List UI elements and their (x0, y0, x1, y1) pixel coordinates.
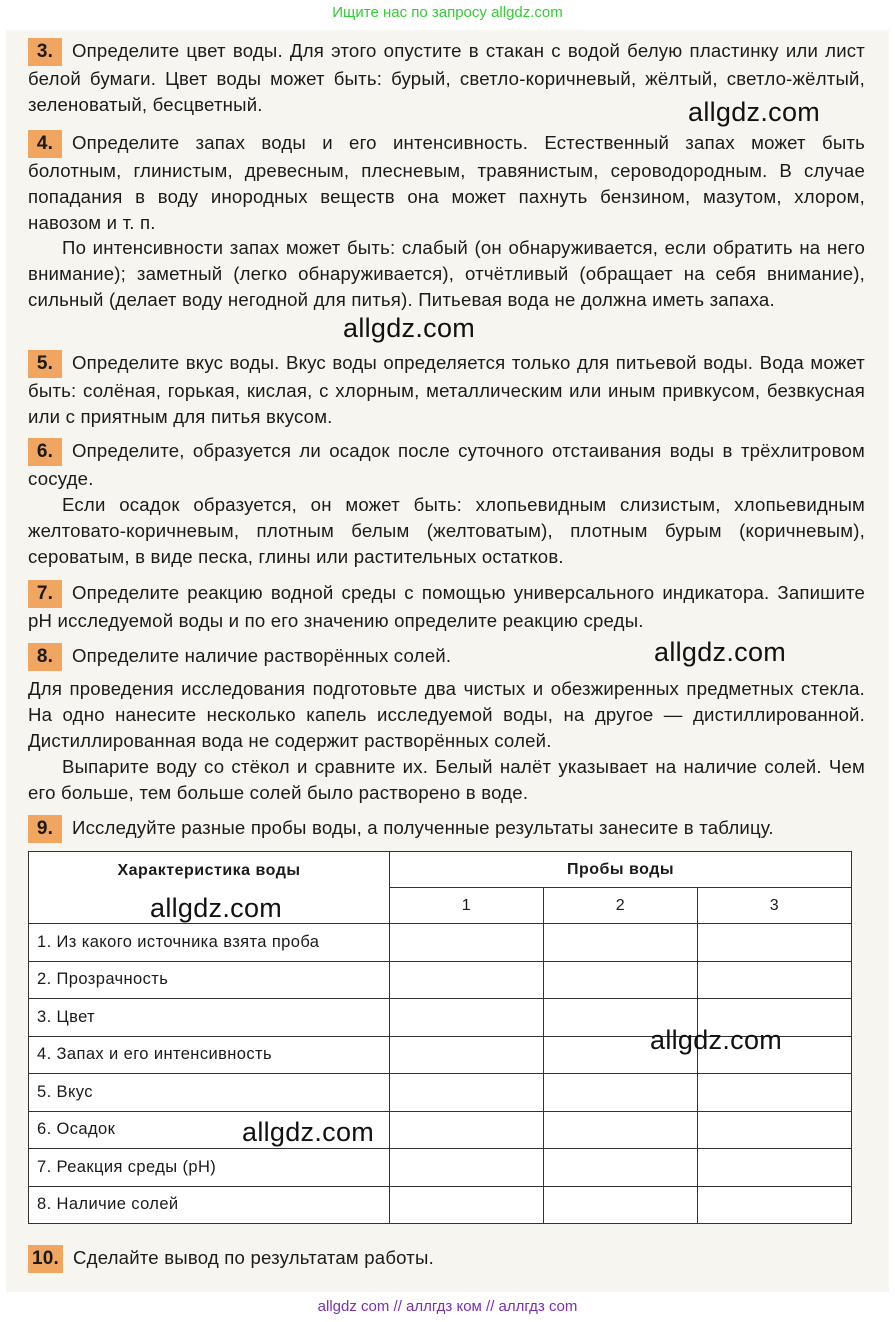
task-number-badge: 8. (28, 643, 62, 671)
characteristic-cell: 5. Вкус (29, 1074, 390, 1112)
empty-cell[interactable] (390, 961, 544, 999)
empty-cell[interactable] (543, 924, 697, 962)
empty-cell[interactable] (543, 961, 697, 999)
header-characteristic: Характеристика воды (29, 852, 390, 924)
task-number-badge: 4. (28, 130, 62, 158)
task-text: Исследуйте разные пробы воды, а полученные результаты занесите в таблицу. (72, 817, 774, 838)
task-number-badge: 9. (28, 815, 62, 843)
empty-cell[interactable] (697, 1149, 851, 1187)
empty-cell[interactable] (543, 1111, 697, 1149)
empty-cell[interactable] (543, 1074, 697, 1112)
characteristic-cell: 1. Из какого источника взята проба (29, 924, 390, 962)
task-number-badge: 7. (28, 580, 62, 608)
table-row (29, 1074, 852, 1112)
empty-cell[interactable] (697, 1186, 851, 1224)
top-watermark-banner[interactable]: Ищите нас по запросу allgdz.com (332, 4, 563, 21)
watermark: allgdz.com (654, 637, 787, 667)
table-row (29, 961, 852, 999)
characteristic-cell: 7. Реакция среды (pH) (29, 1149, 390, 1187)
task-6-paragraph: Если осадок образуется, он может быть: хлопьевидным слизистым, хлопьевидным желтовато-коричневым, плотным белым (желтоватым), плотным бурым (коричневым), сероватым, в виде песка, глины или растительных остатков. (28, 494, 865, 567)
task-text: Определите цвет воды. Для этого опустите в стакан с водой белую пластинку или лист белой бумаги. Цвет воды может быть: бурый, светло-коричневый, жёлтый, светло-жёлтый, зеленоватый, бесцветный. (28, 40, 865, 115)
empty-cell[interactable] (390, 1036, 544, 1074)
task-9 (28, 815, 865, 843)
task-number-badge: 3. (28, 38, 62, 66)
bottom-watermark-banner[interactable]: allgdz com // аллгдз ком // аллгдз com (317, 1298, 578, 1315)
task-number-badge: 6. (28, 438, 62, 466)
table-row (29, 924, 852, 962)
empty-cell[interactable] (390, 1186, 544, 1224)
empty-cell[interactable] (697, 1074, 851, 1112)
empty-cell[interactable] (543, 1149, 697, 1187)
task-10 (28, 1245, 865, 1273)
characteristic-cell: 2. Прозрачность (29, 961, 390, 999)
task-text: Сделайте вывод по результатам работы. (73, 1247, 434, 1268)
task-text: Определите запах воды и его интенсивность. Естественный запах может быть болотным, глинистым, древесным, плесневым, травянистым, сероводородным. В случае попадания в воду инородных веществ она может пахнуть бензином, мазутом, хлором, навозом и т. п. (28, 132, 865, 233)
characteristic-cell: 6. Осадок (29, 1111, 390, 1149)
task-text: Определите реакцию водной среды с помощью универсального индикатора. Запишите pH исследуемой воды и по его значению определите реакцию среды. (28, 582, 865, 631)
task-7 (28, 580, 865, 634)
table-row (29, 1149, 852, 1187)
probe-number: 1 (390, 888, 544, 924)
empty-cell[interactable] (697, 924, 851, 962)
watermark: allgdz.com (650, 1025, 783, 1055)
task-4 (28, 130, 865, 236)
task-4-paragraph: По интенсивности запах может быть: слабый (он обнаруживается, если обратить на него внимание); заметный (легко обнаруживается), отчётливый (обращает на себя внимание), сильный (делает воду негодной для питья). Питьевая вода не должна иметь запаха. (28, 237, 865, 310)
characteristic-cell: 4. Запах и его интенсивность (29, 1036, 390, 1074)
table-row (29, 1186, 852, 1224)
task-8-paragraph: Для проведения исследования подготовьте два чистых и обезжиренных предметных стекла. На одно нанесите несколько капель исследуемой воды, на другое — дистиллированной. Дистиллированная вода не содержит растворённых солей. (28, 678, 865, 751)
characteristic-cell: 8. Наличие солей (29, 1186, 390, 1224)
header-probes: Пробы воды (390, 852, 852, 888)
task-text: Определите наличие растворённых солей. (72, 645, 452, 666)
task-6 (28, 438, 865, 492)
empty-cell[interactable] (390, 999, 544, 1037)
empty-cell[interactable] (390, 1111, 544, 1149)
watermark: allgdz.com (150, 893, 283, 923)
task-text: Определите, образуется ли осадок после суточного отстаивания воды в трёхлитровом сосуде. (28, 440, 865, 489)
empty-cell[interactable] (543, 1186, 697, 1224)
watermark: allgdz.com (343, 313, 476, 343)
empty-cell[interactable] (390, 1074, 544, 1112)
empty-cell[interactable] (390, 1149, 544, 1187)
task-text: Определите вкус воды. Вкус воды определяется только для питьевой воды. Вода может быть: солёная, горькая, кислая, с хлорным, металлическим или иным привкусом, безвкусная или с приятным для питья вкусом. (28, 352, 865, 427)
table-row (29, 1111, 852, 1149)
watermark: allgdz.com (242, 1117, 375, 1147)
task-5 (28, 350, 865, 430)
task-8-paragraph-2: Выпарите воду со стёкол и сравните их. Белый налёт указывает на наличие солей. Чем его больше, тем больше солей было растворено в воде. (28, 756, 865, 803)
task-number-badge: 10. (28, 1245, 63, 1273)
empty-cell[interactable] (697, 961, 851, 999)
probe-number: 3 (697, 888, 851, 924)
probe-number: 2 (543, 888, 697, 924)
task-number-badge: 5. (28, 350, 62, 378)
empty-cell[interactable] (697, 1111, 851, 1149)
characteristic-cell: 3. Цвет (29, 999, 390, 1037)
empty-cell[interactable] (390, 924, 544, 962)
watermark: allgdz.com (688, 97, 821, 127)
